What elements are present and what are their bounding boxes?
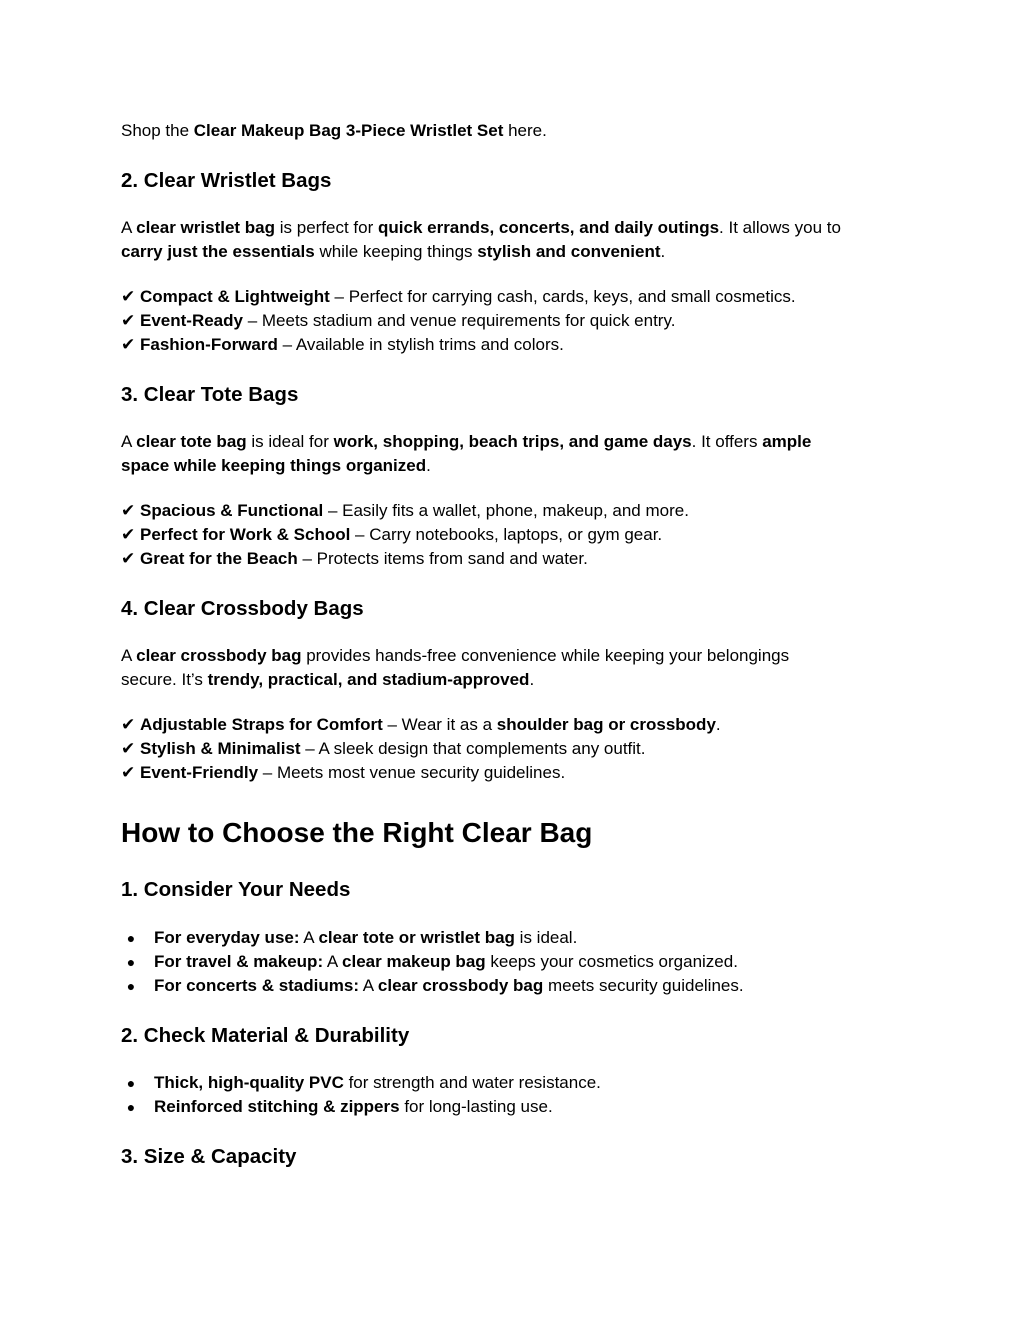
- bullet-icon: ●: [126, 954, 136, 970]
- intro-prefix: Shop the: [121, 121, 194, 140]
- text: is ideal.: [514, 928, 578, 947]
- text: .: [426, 456, 431, 475]
- text: A: [121, 218, 137, 237]
- text: for strength and water resistance.: [343, 1073, 601, 1092]
- text: .: [715, 715, 721, 734]
- tote-paragraph-line-2: [121, 454, 431, 478]
- text: A: [323, 952, 343, 971]
- needs-list-item: [126, 926, 578, 950]
- text: while keeping things: [314, 242, 478, 261]
- bold-text: clear wristlet bag: [136, 218, 276, 237]
- bold-text: space while keeping things organized: [121, 456, 427, 475]
- material-heading: 2. Check Material & Durability: [121, 1024, 410, 1047]
- crossbody-feature: [121, 713, 721, 737]
- wristlet-feature: [121, 333, 564, 357]
- text: A: [299, 928, 319, 947]
- checkmark-icon: ✔: [121, 501, 136, 520]
- wristlet-heading: 2. Clear Wristlet Bags: [121, 169, 332, 192]
- needs-list-item: [126, 974, 744, 998]
- crossbody-paragraph-line-1: [121, 644, 789, 668]
- bold-text: Thick, high-quality PVC: [154, 1073, 344, 1092]
- feature-text: – Available in stylish trims and colors.: [277, 335, 564, 354]
- feature-text: – Wear it as a: [382, 715, 497, 734]
- wristlet-feature: [121, 285, 796, 309]
- text: .: [660, 242, 666, 261]
- feature-title: Compact & Lightweight: [139, 287, 330, 306]
- wristlet-feature: [121, 309, 675, 333]
- checkmark-icon: ✔: [121, 525, 136, 544]
- checkmark-icon: ✔: [121, 335, 136, 354]
- tote-feature: [121, 547, 588, 571]
- tote-feature: [121, 499, 689, 523]
- bold-text: Reinforced stitching & zippers: [154, 1097, 400, 1116]
- checkmark-icon: ✔: [121, 739, 136, 758]
- item-label: For concerts & stadiums:: [154, 976, 359, 995]
- bullet-icon: ●: [126, 930, 136, 946]
- crossbody-heading: 4. Clear Crossbody Bags: [121, 597, 364, 620]
- text: provides hands-free convenience while keeping your belongings: [301, 646, 790, 665]
- intro-paragraph: [121, 119, 547, 143]
- text: A: [359, 976, 378, 995]
- text: meets security guidelines.: [543, 976, 744, 995]
- text: for long-lasting use.: [399, 1097, 553, 1116]
- bullet-icon: ●: [126, 978, 136, 994]
- text: is ideal for: [246, 432, 334, 451]
- intro-suffix: here.: [503, 121, 547, 140]
- crossbody-paragraph-line-2: [121, 668, 534, 692]
- feature-text: – Perfect for carrying cash, cards, keys, and small cosmetics.: [329, 287, 796, 306]
- needs-list-item: [126, 950, 738, 974]
- feature-title: Fashion-Forward: [139, 335, 278, 354]
- feature-title: Adjustable Straps for Comfort: [139, 715, 383, 734]
- feature-title: Great for the Beach: [139, 549, 298, 568]
- feature-text: – Meets stadium and venue requirements for quick entry.: [242, 311, 676, 330]
- crossbody-feature: [121, 761, 565, 785]
- feature-text: – Meets most venue security guidelines.: [258, 763, 566, 782]
- bold-text: trendy, practical, and stadium-approved: [207, 670, 530, 689]
- text: .: [529, 670, 535, 689]
- material-list-item: [126, 1071, 601, 1095]
- feature-title: Event-Ready: [139, 311, 243, 330]
- feature-title: Spacious & Functional: [139, 501, 324, 520]
- checkmark-icon: ✔: [121, 763, 136, 782]
- checkmark-icon: ✔: [121, 715, 136, 734]
- bold-text: clear crossbody bag: [136, 646, 302, 665]
- crossbody-feature: [121, 737, 646, 761]
- bold-text: clear tote or wristlet bag: [318, 928, 515, 947]
- bold-text: shoulder bag or crossbody: [496, 715, 716, 734]
- bold-text: stylish and convenient: [477, 242, 661, 261]
- feature-text: – Carry notebooks, laptops, or gym gear.: [350, 525, 663, 544]
- feature-text: – Protects items from sand and water.: [297, 549, 588, 568]
- feature-title: Event-Friendly: [139, 763, 259, 782]
- bold-text: carry just the essentials: [121, 242, 315, 261]
- tote-paragraph-line-1: [121, 430, 811, 454]
- item-label: For everyday use:: [154, 928, 300, 947]
- checkmark-icon: ✔: [121, 311, 136, 330]
- text: . It allows you to: [719, 218, 841, 237]
- item-label: For travel & makeup:: [154, 952, 324, 971]
- checkmark-icon: ✔: [121, 287, 136, 306]
- text: A: [121, 646, 137, 665]
- bold-text: clear crossbody bag: [377, 976, 544, 995]
- feature-title: Stylish & Minimalist: [139, 739, 301, 758]
- bold-text: quick errands, concerts, and daily outings: [378, 218, 720, 237]
- tote-heading: 3. Clear Tote Bags: [121, 383, 299, 406]
- intro-product-link: Clear Makeup Bag 3-Piece Wristlet Set: [193, 121, 504, 140]
- text: is perfect for: [275, 218, 378, 237]
- needs-heading: 1. Consider Your Needs: [121, 878, 351, 901]
- bold-text: ample: [762, 432, 812, 451]
- text: keeps your cosmetics organized.: [485, 952, 738, 971]
- size-heading: 3. Size & Capacity: [121, 1145, 297, 1168]
- tote-feature: [121, 523, 662, 547]
- bullet-icon: ●: [126, 1075, 136, 1091]
- checkmark-icon: ✔: [121, 549, 136, 568]
- feature-title: Perfect for Work & School: [139, 525, 351, 544]
- feature-text: – Easily fits a wallet, phone, makeup, and more.: [323, 501, 689, 520]
- text: A: [121, 432, 137, 451]
- bold-text: clear tote bag: [136, 432, 247, 451]
- text: . It offers: [691, 432, 763, 451]
- bold-text: work, shopping, beach trips, and game days: [333, 432, 692, 451]
- bullet-icon: ●: [126, 1099, 136, 1115]
- text: secure. It’s: [121, 670, 208, 689]
- wristlet-paragraph-line-1: [121, 216, 841, 240]
- feature-text: – A sleek design that complements any outfit.: [300, 739, 646, 758]
- wristlet-paragraph-line-2: [121, 240, 665, 264]
- bold-text: clear makeup bag: [342, 952, 486, 971]
- choose-heading: How to Choose the Right Clear Bag: [121, 817, 593, 848]
- material-list-item: [126, 1095, 553, 1119]
